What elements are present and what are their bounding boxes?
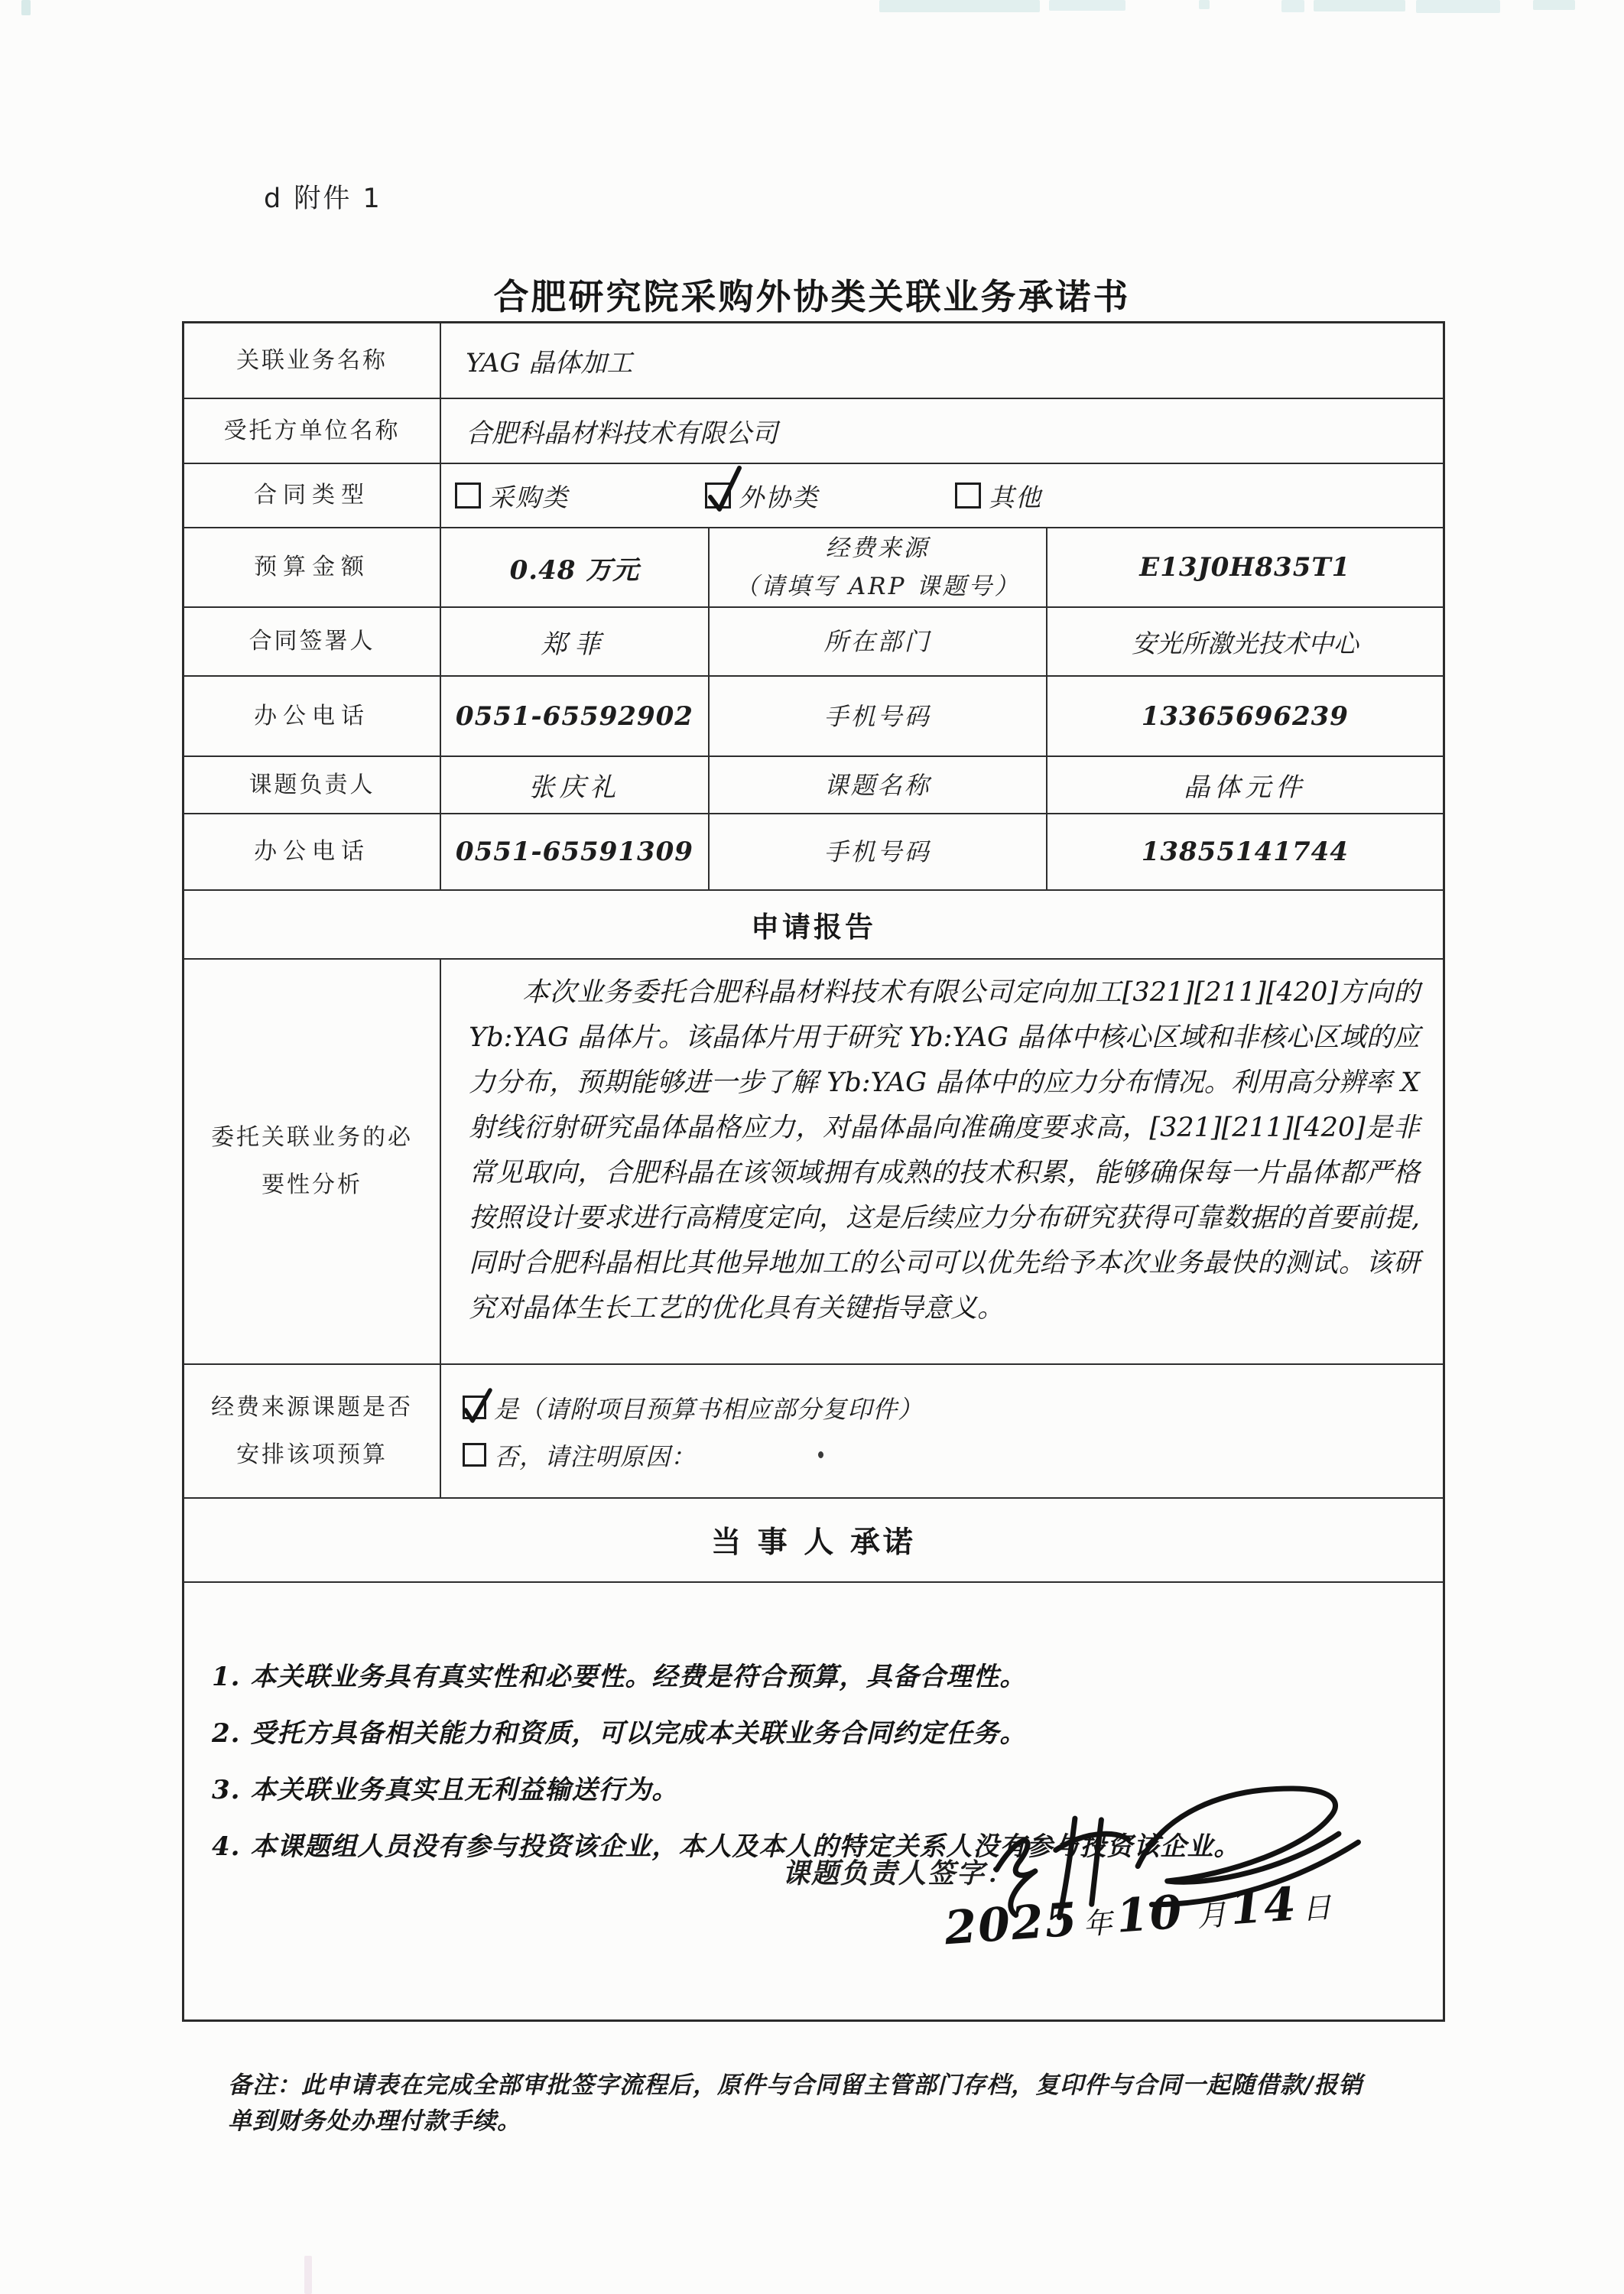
date-day: 14 [1228,1877,1300,1936]
row-signer [184,606,1443,675]
trustee-label: 受托方单位名称 [223,417,401,444]
no-option [463,1438,823,1473]
checkbox-icon [463,1443,486,1467]
footer-note-line2: 单到财务处办理付款手续。 [228,2107,521,2135]
budget-arranged-label-line2: 安排该项预算 [236,1441,388,1468]
yes-option-label: 是（请附项目预算书相应部分复印件） [494,1394,924,1424]
pi-value: 张庆礼 [440,757,708,813]
row-office-phone-1 [184,675,1443,755]
dept-value: 安光所激光技术中心 [1046,608,1443,675]
date-day-unit: 日 [1301,1890,1333,1926]
budget-arranged-label-line1: 经费来源课题是否 [211,1393,414,1421]
checkbox-purchase-label: 采购类 [489,482,570,512]
row-business-name [184,323,1443,398]
checkbox-icon [455,483,481,509]
scan-artifact [304,2256,312,2294]
checkbox-outsourcing [705,478,819,514]
scan-artifact [1281,0,1304,12]
funding-source-label-line1: 经费来源 [825,535,930,562]
necessity-label-line2: 要性分析 [261,1171,363,1198]
arp-code-value: E13J0H835T1 [1046,528,1443,606]
commitment-content [184,1583,1443,2019]
commitment-item-2: 2. 受托方具备相关能力和资质，可以完成本关联业务合同约定任务。 [212,1718,1027,1749]
mobile-1-value: 13365696239 [1046,677,1443,755]
commitment-item-4: 4. 本课题组人员没有参与投资该企业，本人及本人的特定关系人没有参与投资该企业。 [212,1831,1241,1862]
signer-value: 郑菲 [440,608,708,675]
necessity-label-line1: 委托关联业务的必 [211,1124,414,1151]
commitment-item-1: 1. 本关联业务具有真实性和必要性。经费是符合预算，具备合理性。 [212,1662,1027,1692]
commitment-item-3: 3. 本关联业务真实且无利益输送行为。 [212,1775,679,1805]
scan-artifact [1416,0,1500,13]
office-phone-2-value: 0551-65591309 [440,814,708,889]
budget-arranged-options [440,1365,1443,1497]
office-phone-1-label: 办公电话 [254,702,371,729]
checkbox-other-label: 其他 [989,482,1043,512]
row-budget [184,527,1443,606]
checkbox-icon [705,483,731,509]
checkbox-other [955,478,1042,514]
necessity-label [184,960,440,1363]
scan-artifact [879,0,1040,12]
row-trustee [184,398,1443,463]
project-name-value: 晶体元件 [1046,757,1443,813]
contract-type-options [440,464,1443,527]
scan-artifact [1049,0,1125,11]
row-office-phone-2 [184,813,1443,889]
necessity-text: 本次业务委托合肥科晶材料技术有限公司定向加工[321][211][420]方向的 Yb:YAG 晶体片。该晶体片用于研究 Yb:YAG 晶体中核心区域和非核心区域的应力分布，预期能够进一步了解 Yb:YAG 晶体中的应力分布情况。利用高分辨率 X 射线衍射研究晶体晶格应力，对晶体晶向准确度要求高，[321][211][420]是非常见取向，合肥科晶在该领域拥有成熟的技术积累，能够确保每一片晶体都严格按照设计要求进行高精度定向，这是后续应力分布研究获得可靠数据的首要前提,同时合肥科晶相比其他异地加工的公司可以优先给予本次业务最快的测试。该研究对晶体生长工艺的优化具有关键指导意义。 [440,960,1443,1363]
funding-source-label [708,528,1046,606]
scan-artifact [1314,0,1405,11]
page-title: 合肥研究院采购外协类关联业务承诺书 [493,276,1131,317]
form-table [182,321,1445,2022]
dept-label: 所在部门 [708,608,1046,675]
checkmark-icon [704,462,747,517]
commitment-header-text: 当 事 人 承诺 [711,1526,916,1560]
date-year: 2025 [943,1893,1080,1956]
row-budget-arranged [184,1363,1443,1497]
scan-artifact [1199,0,1210,9]
date-year-unit: 年 [1082,1906,1114,1941]
row-pi [184,755,1443,813]
trustee-value: 合肥科晶材料技术有限公司 [440,399,1443,463]
contract-type-label: 合同类型 [254,482,371,509]
signer-label: 合同签署人 [248,628,375,655]
report-header-text: 申请报告 [751,911,876,944]
mobile-2-label: 手机号码 [708,814,1046,889]
checkbox-purchase [455,478,569,514]
scan-artifact [21,0,31,15]
mobile-1-label: 手机号码 [708,677,1046,755]
office-phone-2-label: 办公电话 [254,838,371,865]
budget-value: 0.48 万元 [440,528,708,606]
date-month-unit: 月 [1196,1897,1228,1934]
footer-note [228,2068,1451,2140]
checkbox-outsourcing-label: 外协类 [739,482,820,512]
row-report-header [184,889,1443,958]
business-name-value: YAG 晶体加工 [440,323,1443,398]
project-name-label: 课题名称 [708,757,1046,813]
yes-option [463,1390,923,1425]
pi-label: 课题负责人 [248,771,375,798]
no-option-label: 否，请注明原因： [494,1441,697,1471]
mobile-2-value: 13855141744 [1046,814,1443,889]
attachment-label: d 附件 1 [264,184,382,214]
date-month: 10 [1114,1885,1185,1944]
row-commitment-header [184,1497,1443,1581]
business-name-label: 关联业务名称 [236,346,388,374]
funding-source-label-line2: （请填写 ARP 课题号） [735,573,1021,600]
scan-speck [818,1451,823,1458]
checkbox-icon [955,483,981,509]
scan-artifact [1533,0,1575,10]
signature-label: 课题负责人签字： [782,1857,1015,1889]
checkbox-icon [463,1396,486,1419]
office-phone-1-value: 0551-65592902 [440,677,708,755]
row-commitments [184,1581,1443,2019]
row-contract-type [184,463,1443,527]
budget-arranged-label [184,1365,440,1497]
budget-label: 预算金额 [254,554,371,580]
row-necessity [184,958,1443,1363]
footer-note-line1: 备注：此申请表在完成全部审批签字流程后，原件与合同留主管部门存档，复印件与合同一起随借款/报销 [228,2071,1363,2099]
checkmark-icon [463,1386,496,1427]
